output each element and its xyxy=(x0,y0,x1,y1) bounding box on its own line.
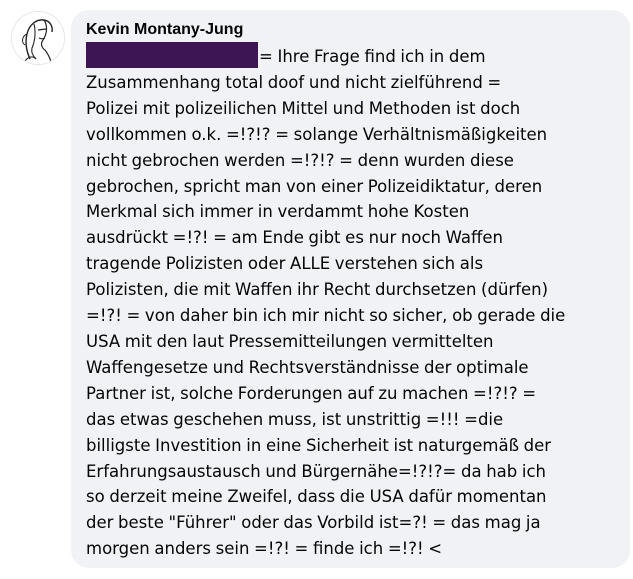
comment-line: Zusammenhang total doof und nicht zielführend = xyxy=(86,72,502,92)
comment-line: Polizei mit polizeilichen Mittel und Methoden ist doch xyxy=(86,98,521,118)
comment-line: gebrochen, spricht man von einer Polizeidiktatur, deren xyxy=(86,176,543,196)
comment-text xyxy=(86,42,616,562)
comment-line: der beste "Führer" oder das Vorbild ist=?! = das mag ja xyxy=(86,513,541,533)
comment-line: morgen anders sein =!?! = finde ich =!?! < xyxy=(86,539,443,559)
comment-line: ausdrückt =!?! = am Ende gibt es nur noch Waffen xyxy=(86,228,503,248)
comment-line: Merkmal sich immer in verdammt hohe Kosten xyxy=(86,202,470,222)
comment-line: das etwas geschehen muss, ist unstrittig =!!! =die xyxy=(86,409,504,429)
comment-line: tragende Polizisten oder ALLE verstehen sich als xyxy=(86,254,484,274)
comment-line-text: = Ihre Frage find ich in dem xyxy=(259,47,486,66)
comment-line xyxy=(86,42,616,70)
comment-line: Partner ist, solche Forderungen auf zu machen =!?!? = xyxy=(86,383,537,403)
comment-line: nicht gebrochen werden =!?!? = denn wurden diese xyxy=(86,150,514,170)
comment-line: Waffengesetze und Rechtsverständnisse der optimale xyxy=(86,357,529,377)
comment-line: so derzeit meine Zweifel, dass die USA dafür momentan xyxy=(86,487,547,507)
comment-author[interactable]: Kevin Montany-Jung xyxy=(86,21,244,38)
comment-bubble xyxy=(71,10,630,568)
comment-line: billigste Investition in eine Sicherheit ist naturgemäß der xyxy=(86,435,552,455)
avatar[interactable] xyxy=(11,11,65,65)
comment-line: USA mit den laut Pressemitteilungen vermittelten xyxy=(86,331,494,351)
comment-line: Erfahrungsaustausch und Bürgernähe=!?!?= da hab ich xyxy=(86,461,546,481)
redacted-name xyxy=(86,42,258,68)
comment-line: Polizisten, die mit Waffen ihr Recht durchsetzen (dürfen) xyxy=(86,280,549,300)
comment-line: =!?! = von daher bin ich mir nicht so sicher, ob gerade die xyxy=(86,306,566,326)
sketched-face-avatar-icon xyxy=(12,12,64,64)
comment-line: vollkommen o.k. =!?!? = solange Verhältnismäßigkeiten xyxy=(86,124,548,144)
